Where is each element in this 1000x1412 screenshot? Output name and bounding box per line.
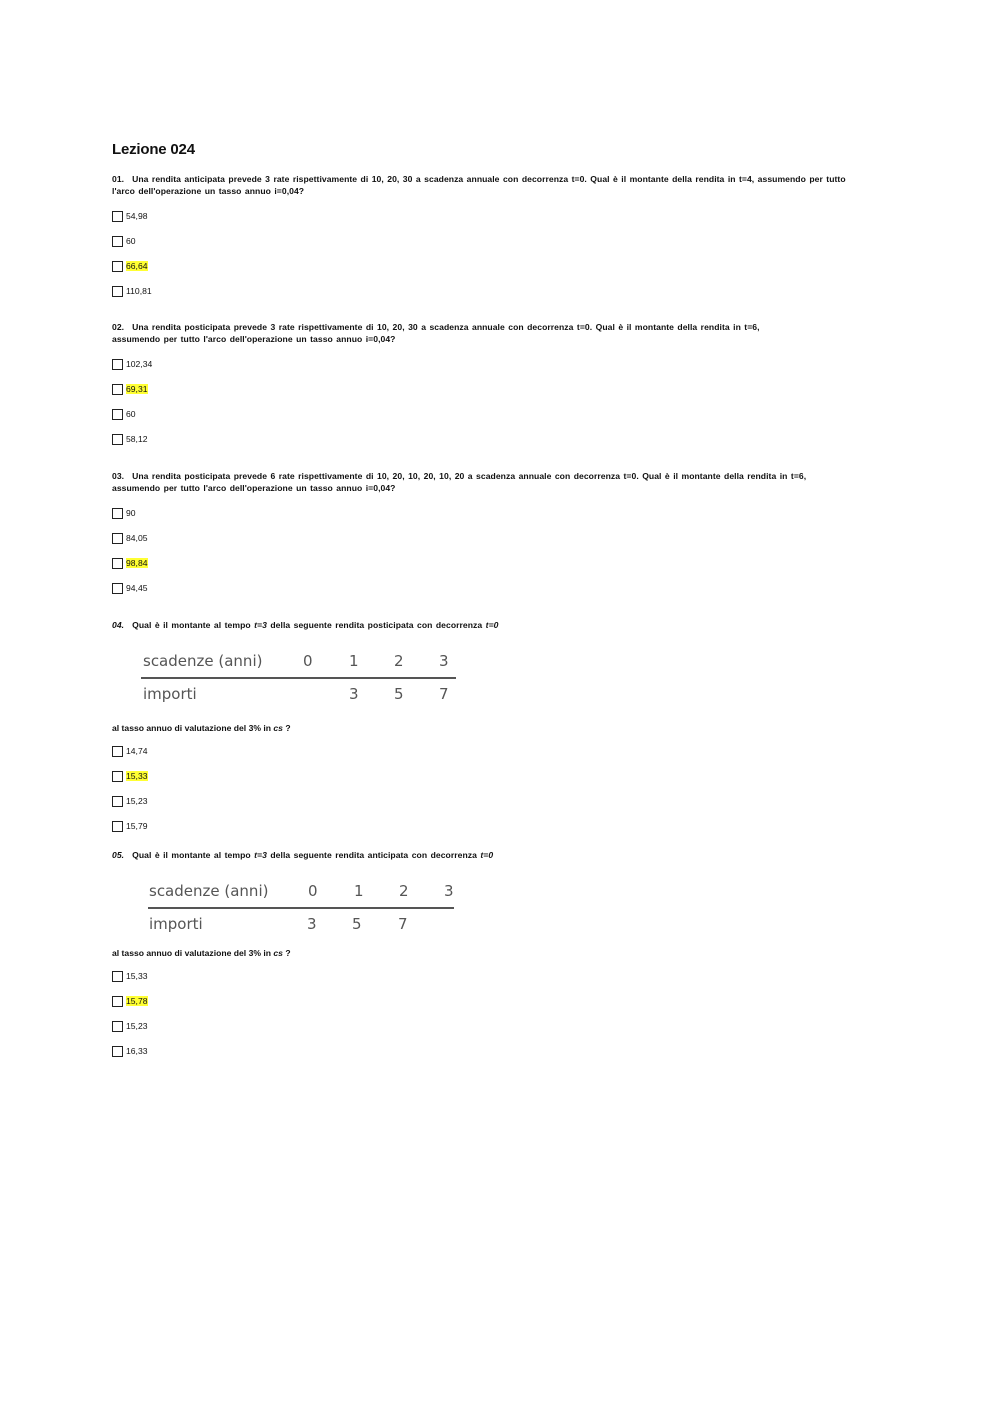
answer-option[interactable] (112, 432, 802, 446)
option-label: 58,12 (126, 434, 148, 444)
schedule-divider (141, 677, 456, 679)
schedule-row-label: importi (143, 685, 197, 703)
option-label: 60 (126, 236, 136, 246)
schedule-amount: 7 (439, 685, 449, 703)
question-5 (112, 849, 864, 1058)
answer-option-highlighted[interactable] (112, 994, 864, 1008)
option-label: 102,34 (126, 359, 153, 369)
question-1 (112, 173, 864, 298)
question-text (112, 619, 864, 631)
schedule-header-label: scadenze (anni) (149, 882, 269, 900)
question-number: 03. (112, 471, 125, 481)
checkbox[interactable] (112, 434, 123, 445)
followup-text: al tasso annuo di valutazione del 3% in (112, 723, 274, 733)
question-body-cont: della seguente rendita anticipata con decorrenza (266, 850, 481, 860)
checkbox[interactable] (112, 996, 123, 1007)
option-label: 98,84 (126, 558, 148, 568)
schedule-header-label: scadenze (anni) (143, 652, 263, 670)
question-number: 02. (112, 322, 125, 332)
answer-option-highlighted[interactable] (112, 382, 802, 396)
answer-option-highlighted[interactable] (112, 259, 864, 273)
followup-cs: cs (273, 948, 283, 958)
followup-cs: cs (273, 723, 283, 733)
question-text (112, 173, 864, 197)
schedule-period: 3 (444, 882, 454, 900)
option-label: 84,05 (126, 533, 148, 543)
option-label: 15,79 (126, 821, 148, 831)
checkbox[interactable] (112, 236, 123, 247)
checkbox[interactable] (112, 1046, 123, 1057)
question-number: 04. (112, 620, 125, 630)
option-label: 94,45 (126, 583, 148, 593)
schedule-period: 1 (354, 882, 364, 900)
schedule-amount: 3 (349, 685, 359, 703)
checkbox[interactable] (112, 409, 123, 420)
option-label: 16,33 (126, 1046, 148, 1056)
answer-option[interactable] (112, 531, 857, 545)
followup-text: al tasso annuo di valutazione del 3% in (112, 948, 274, 958)
answer-option[interactable] (112, 234, 864, 248)
checkbox[interactable] (112, 359, 123, 370)
option-label: 15,23 (126, 1021, 148, 1031)
answer-option-highlighted[interactable] (112, 556, 857, 570)
schedule-amount: 7 (398, 915, 408, 933)
time-variable: t=0 (485, 620, 499, 630)
answer-option[interactable] (112, 1044, 864, 1058)
checkbox[interactable] (112, 1021, 123, 1032)
schedule-amount: 5 (394, 685, 404, 703)
time-variable: t=0 (480, 850, 494, 860)
schedule-period: 3 (439, 652, 449, 670)
question-body-cont: della seguente rendita posticipata con decorrenza (266, 620, 486, 630)
checkbox[interactable] (112, 971, 123, 982)
schedule-period: 2 (394, 652, 404, 670)
checkbox[interactable] (112, 558, 123, 569)
question-number: 05. (112, 850, 125, 860)
question-3 (112, 470, 857, 595)
option-label: 15,78 (126, 996, 148, 1006)
question-body: Una rendita posticipata prevede 3 rate rispettivamente di 10, 20, 30 a scadenza annuale con decorrenza t=0. Qual è il montante della rendita in t=6, assumendo per tutto l'arco dell'operazione un tasso annuo i=0,04? (112, 322, 760, 344)
answer-option[interactable] (112, 506, 857, 520)
schedule-period: 0 (303, 652, 313, 670)
time-variable: t=3 (254, 850, 267, 860)
answer-option[interactable] (112, 794, 864, 808)
option-label: 15,33 (126, 971, 148, 981)
option-label: 66,64 (126, 261, 148, 271)
question-followup (112, 948, 864, 958)
schedule-period: 1 (349, 652, 359, 670)
answer-option[interactable] (112, 357, 802, 371)
question-followup (112, 723, 864, 733)
question-body: Una rendita posticipata prevede 6 rate rispettivamente di 10, 20, 10, 20, 10, 20 a scadenza annuale con decorrenza t=0. Qual è il montante della rendita in t=6, assumendo per tutto l'arco dell'operazione un tasso annuo i=0,04? (112, 471, 807, 493)
question-body: Qual è il montante al tempo (132, 850, 255, 860)
question-number: 01. (112, 174, 125, 184)
checkbox[interactable] (112, 286, 123, 297)
option-label: 110,81 (126, 286, 152, 296)
checkbox[interactable] (112, 533, 123, 544)
checkbox[interactable] (112, 508, 123, 519)
answer-option[interactable] (112, 744, 864, 758)
option-label: 15,23 (126, 796, 148, 806)
answer-option[interactable] (112, 209, 864, 223)
checkbox[interactable] (112, 746, 123, 757)
schedule-period: 0 (308, 882, 318, 900)
checkbox[interactable] (112, 821, 123, 832)
schedule-table (148, 878, 454, 938)
answer-option[interactable] (112, 581, 857, 595)
schedule-period: 2 (399, 882, 409, 900)
checkbox[interactable] (112, 384, 123, 395)
question-body: Qual è il montante al tempo (132, 620, 255, 630)
schedule-table (141, 648, 456, 708)
option-label: 60 (126, 409, 136, 419)
answer-option[interactable] (112, 969, 864, 983)
answer-option[interactable] (112, 407, 802, 421)
schedule-amount: 5 (352, 915, 362, 933)
answer-option[interactable] (112, 284, 864, 298)
checkbox[interactable] (112, 771, 123, 782)
question-2 (112, 321, 802, 446)
schedule-row-label: importi (149, 915, 203, 933)
option-label: 15,33 (126, 771, 148, 781)
question-text (112, 470, 857, 494)
time-variable: t=3 (254, 620, 267, 630)
option-label: 14,74 (126, 746, 148, 756)
option-label: 90 (126, 508, 136, 518)
answer-option-highlighted[interactable] (112, 769, 864, 783)
question-text (112, 321, 802, 345)
answer-option[interactable] (112, 819, 864, 833)
followup-end: ? (282, 723, 291, 733)
schedule-divider (148, 907, 454, 909)
option-label: 54,98 (126, 211, 148, 221)
question-body: Una rendita anticipata prevede 3 rate rispettivamente di 10, 20, 30 a scadenza annuale con decorrenza t=0. Qual è il montante della rendita in t=4, assumendo per tutto l'arco dell'operazione un tasso annuo i=0,04? (112, 174, 846, 196)
checkbox[interactable] (112, 211, 123, 222)
question-4 (112, 619, 864, 833)
followup-end: ? (282, 948, 291, 958)
checkbox[interactable] (112, 583, 123, 594)
answer-option[interactable] (112, 1019, 864, 1033)
schedule-amount: 3 (307, 915, 317, 933)
checkbox[interactable] (112, 796, 123, 807)
option-label: 69,31 (126, 384, 148, 394)
question-text (112, 849, 864, 861)
lesson-title: Lezione 024 (112, 141, 195, 158)
checkbox[interactable] (112, 261, 123, 272)
